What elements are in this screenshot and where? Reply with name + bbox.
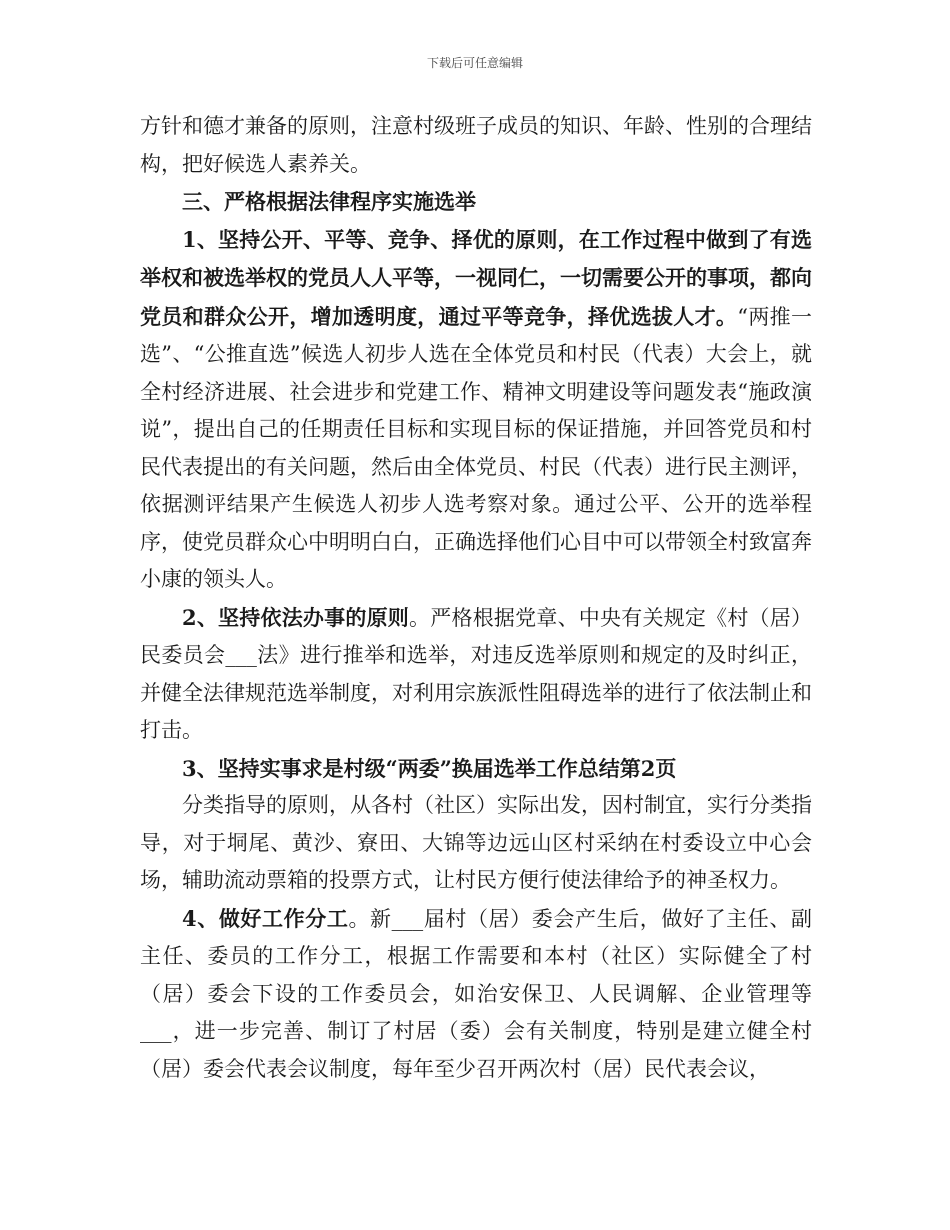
paragraph-principle-1 xyxy=(140,221,812,599)
principle-1-body: “两推一选”、“公推直选”候选人初步人选在全体党员和村民（代表）大会上，就全村经济进展、社会进步和党建工作、精神文明建设等问题发表“施政演说”，提出自己的任期责任目标和实现目标的保证措施，并回答党员和村民代表提出的有关问题，然后由全体党员、村民（代表）进行民主测评，依据测评结果产生候选人初步人选考察对象。通过公平、公开的选举程序，使党员群众心中明明白白，正确选择他们心目中可以带领全村致富奔小康的领头人。 xyxy=(140,304,812,591)
principle-2-body: 。严格根据党章、中央有关规定《村（居）民委员会___法》进行推举和选举，对违反选举原则和规定的及时纠正，并健全法律规范选举制度，对利用宗族派性阻碍选举的进行了依法制止和打击。 xyxy=(140,605,812,742)
principle-2-lead: 2、坚持依法办事的原则 xyxy=(182,604,410,630)
paragraph-principle-4 xyxy=(140,900,812,1089)
paragraph-continuation: 方针和德才兼备的原则，注意村级班子成员的知识、年龄、性别的合理结构，把好候选人素养关。 xyxy=(140,114,812,176)
paragraph-principle-3: 分类指导的原则，从各村（社区）实际出发，因村制宜，实行分类指导，对于垌尾、黄沙、寮田、大锦等边远山区村采纳在村委设立中心会场，辅助流动票箱的投票方式，让村民方便行使法律给予的神圣权力。 xyxy=(140,793,812,892)
section-heading: 三、严格根据法律程序实施选举 xyxy=(182,189,476,214)
principle-4-lead: 4、做好工作分工 xyxy=(182,905,349,931)
principle-1-lead: 1、坚持公开、平等、竞争、择优的原则，在工作过程中做到了有选举权和被选举权的党员人人平等，一视同仁，一切需要公开的事项，都向党员和群众公开，增加透明度，通过平等竞争，择优选拔人才。 xyxy=(140,226,812,329)
document-body xyxy=(140,108,812,1088)
principle-4-body: 。新___届村（居）委会产生后，做好了主任、副主任、委员的工作分工，根据工作需要和本村（社区）实际健全了村（居）委会下设的工作委员会，如治安保卫、人民调解、企业管理等___，进一步完善、制订了村居（委）会有关制度，特别是建立健全村（居）委会代表会议制度，每年至少召开两次村（居）民代表会议， xyxy=(140,906,812,1081)
paragraph-principle-2 xyxy=(140,599,812,750)
principle-3-heading: 3、坚持实事求是村级“两委”换届选举工作总结第2页 xyxy=(182,755,677,781)
page-header: 下载后可任意编辑 xyxy=(426,56,523,70)
